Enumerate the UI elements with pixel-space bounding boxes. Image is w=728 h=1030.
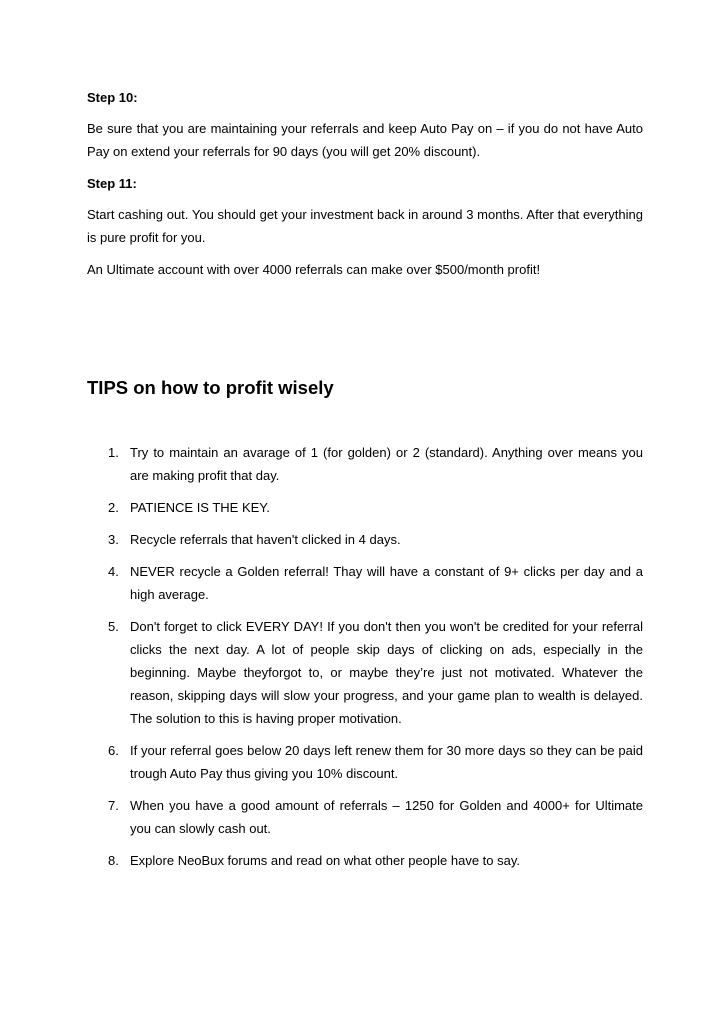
list-item (87, 496, 643, 519)
list-item-number: 8. (108, 853, 119, 868)
list-item (87, 615, 643, 730)
list-item-number: 3. (108, 532, 119, 547)
step-10-text: Be sure that you are maintaining your referrals and keep Auto Pay on – if you do not have Auto Pay on extend your referrals for 90 days (you will get 20% discount). (87, 121, 643, 159)
list-item-number: 5. (108, 619, 119, 634)
list-item-text: Don't forget to click EVERY DAY! If you don't then you won't be credited for your referral clicks the next day. A lot of people skip days of clicking on ads, especially in the beginning. Maybe theyforgot to, or maybe they’re just not motivated. Whatever the reason, skipping days will slow your progress, and your game plan to wealth is delayed. The solution to this is having proper motivation. (130, 619, 643, 726)
list-item (87, 560, 643, 606)
list-item-text: PATIENCE IS THE KEY. (130, 500, 270, 515)
step-10-title: Step 10: (87, 90, 138, 105)
list-item-number: 6. (108, 743, 119, 758)
list-item (87, 739, 643, 785)
list-item (87, 441, 643, 487)
tips-list (87, 441, 643, 881)
step-11-note: An Ultimate account with over 4000 referrals can make over $500/month profit! (87, 262, 541, 277)
steps-section (87, 86, 643, 281)
step-11-text: Start cashing out. You should get your investment back in around 3 months. After that everything is pure profit for you. (87, 207, 643, 245)
list-item-text: NEVER recycle a Golden referral! Thay will have a constant of 9+ clicks per day and a high average. (130, 564, 643, 602)
list-item (87, 528, 643, 551)
list-item-text: If your referral goes below 20 days left renew them for 30 more days so they can be paid trough Auto Pay thus giving you 10% discount. (130, 743, 643, 781)
list-item-text: Explore NeoBux forums and read on what other people have to say. (130, 853, 520, 868)
list-item (87, 794, 643, 840)
list-item-number: 7. (108, 798, 119, 813)
list-item-number: 4. (108, 564, 119, 579)
list-item-text: Recycle referrals that haven't clicked in 4 days. (130, 532, 401, 547)
list-item-number: 1. (108, 445, 119, 460)
list-item (87, 849, 643, 872)
tips-heading: TIPS on how to profit wisely (87, 377, 334, 398)
list-item-text: Try to maintain an avarage of 1 (for golden) or 2 (standard). Anything over means you are making profit that day. (130, 445, 643, 483)
step-11-title: Step 11: (87, 176, 137, 191)
list-item-number: 2. (108, 500, 119, 515)
list-item-text: When you have a good amount of referrals – 1250 for Golden and 4000+ for Ultimate you can slowly cash out. (130, 798, 643, 836)
